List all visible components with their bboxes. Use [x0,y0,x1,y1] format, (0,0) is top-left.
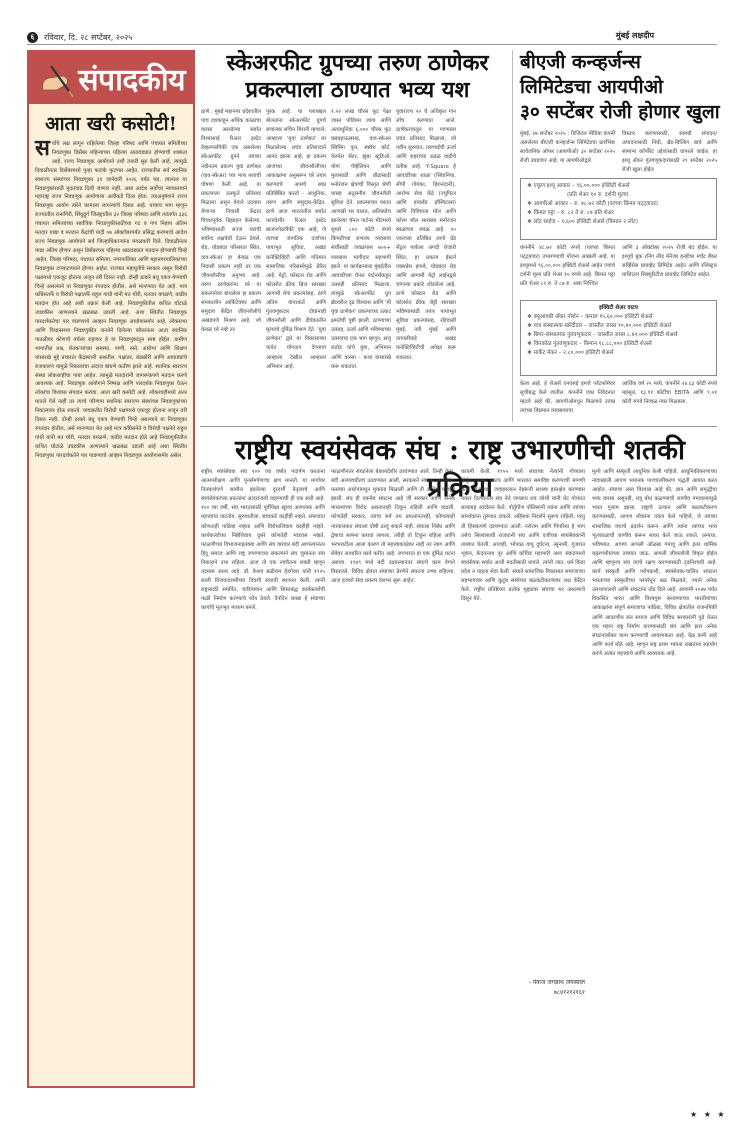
author-name: - पंकज जगन्नाथ जयस्वाल [528,979,585,986]
allocation-item: ❖ पात्र संस्थात्मक खरेदीदार – जास्तीत जास्त १०,४०,००० इक्विटी शेअर्स [527,323,672,329]
column-rule [512,50,513,422]
date-line: रविवार, दि. २८ सप्टेंबर, २०२५ [44,32,133,42]
article3-column: फाळणीनंतर संघटनेला बेकायदेशीर ठरवण्यात आले. तिन्ही वेळा, बंदी अल्पावधीतच उठवण्यात आली, सरकारने संघावर लावलेल्या फसव्या आरोपांमधून मुक्तता मिळाली आणि ती अधिक मजबूत झाली. संघ ही एकमेव संघटना आहे जी सरकार आणि अनेक माध्यमांच्या विरोध असतानाही टिकून राहिली आणि वाढली. कोणतेही सरकार, त्यांचा सर्व तम प्रयत्नांनंतरही, कोणत्याही न्यायालयात संघाला दोषी ठरवू शकले नाही. संघाला निर्बंध आणि द्वेषाचा सामना करावा लागला, तरीही तो टिकून राहिला आणि भरभराटीला आला कारण तो महत्त्वाकांक्षेवर नाही तर त्याग आणि सेवेवर आधारित कार्य करीत आहे. जगभरात हा एक दुर्मिळ घटना असावा. १९४९ मध्ये बंदी उठवल्यानंतर संघाचे काम वेगाने विस्तारले. विविध क्षेत्रात संघाच्या प्रेरणेने संघटना उभ्या राहिल्या. आज हजारो सेवा प्रकल्प देशभर सुरू आहेत. [331,469,455,585]
ipo-detail: ❖ लॉट साईज – १,६०० इक्विटी शेअर्स (किमान २ लॉट) [527,219,638,225]
equity-allocation-box [520,300,717,376]
ipo-detail: ❖ किंमत पट्टा – रु. ८२ ते रु. ८७ प्रति शेअर [527,210,615,216]
article1-column: पूरक आहे. या यशाबद्दल बोलताना स्केअरफीट ग्रुपचे संचालक सचिन मिरानी म्हणाले: आम्हाला 'युवा ठाणेकर' ला मिळालेल्या प्रचंड प्रतिसादाने आनंद झाला आहे. हा प्रकल्प आजच्या जीवनशैलीच्या आकांक्षांना अनुसरून घरे तयार करण्याचे आमचे स्वप्न प्रतिबिंबित करतो - आधुनिक, तरुण आणि समुदाय-केंद्रित. ठाणे आज भारतातील सर्वात फायदेशीर रिअल इस्टेट बाजारपेठांपैकी एक आहे, जे त्याच्या जागतिक दर्जाच्या पायाभूत सुविधा, अखंड कनेक्टिव्हिटी आणि गतिमान सामाजिक परिसंस्थेमुळे प्रेरित आहे. मेट्रो, कोस्टल रोड आणि कोलशेत क्रीक ब्रिज सारख्या आगामी मेगा प्रकल्पांसह, ठाणे अंतिम वापरकर्ते आणि गुंतवणूकदार दोघांनाही जीवनशैली आणि दीर्घकालीन मूल्याचे दुर्मिळ मिश्रण देते. 'युवा ठाणेकर' द्वारे या विकासाच्या कथेत योगदान देण्याचा आम्हाला देखील आम्हाला अभिमान आहे. [266,109,326,370]
equity-allocation-title: इक्विटी शेअर वाटप [599,305,638,311]
ipo-detail: ❖ एकूण इश्यू आकार – ९६,००,००० इक्विटी शेअर्स [527,183,630,189]
dropcap: स [35,136,50,161]
section-name: मुंबई लक्षदीप [615,31,654,40]
article2-column: केला आहे. हे शेअर्स एनएसई इमर्ज प्लॅटफॉर्मवर सूचीबद्ध केले जातील. कंपनीने एका निवेदनात म्हटले आहे की, आयपीओमधून मिळणारे उत्पन्न त्यांच्या विद्यमान व्यवसायाचा [520,381,615,415]
ipo-detail: (प्रति शेअर १० रु. दर्शनी मूल्य) [567,192,629,198]
page-header [27,30,347,44]
page-number: ६ [27,32,38,43]
article2-headline-line: ३० सप्टेंबर रोजी होणार खुला [520,101,720,123]
article2-column: विस्तार करण्यासाठी, सामग्री संपादन/उत्पादनासाठी निधी, ब्रँड-बिल्डिंग खर्च आणि सामान्य कॉर्पोरेट उद्देशांसाठी वापरले जाईल. हा इश्यू अँकर गुंतवणूकदारांसाठी २९ सप्टेंबर २०२५ रोजी खुला होईल [622,131,717,174]
header-rule [27,44,717,45]
article2-column: आर्थिक वर्ष २५ मध्ये, कंपनीने २४.६३ कोटी रुपये महसूल, १३.११ कोटींचा EBITA आणि ९.०१ कोटी रुपये निव्वळ नफा मिळवला. [622,381,717,406]
article1-headline: स्केअरफीट ग्रुपच्या तरुण ठाणेकर प्रकल्पाला ठाण्यात भव्य यश [226,50,489,103]
article2-headline [520,50,720,125]
editorial-text: र्वाचे लक्ष लागून राहिलेल्या जिल्हा परिषद आणि पंचायत समितीच्या निवडणुका डिसेंबर महिन्याच्या पहिल्या आठवड्यात होण्याची शक्यता आहे. राज्य निवडणूक आयोगाने तशी तयारी सुरु केली आहे. त्यामुळे दिवाळीनंतर डिसेंबरमध्ये पुन्हा फटाके फुटणार आहेत. राज्यातील सर्व स्थानिक स्वराज्य संस्थांच्या निवडणुका ३१ जानेवारी २०२६ पर्यंत घ्या, त्यानंतर या निवडणुकांसाठी मुदतवाढ दिली जाणार नाही, असा आदेश सर्वोच्च न्यायालयाने महाराष्ट्र राज्य निवडणूक आयोगाला अलीकडे दिला होता. त्याअनुषंगाने राज्य निवडणूक आयोग त्वरेने कामाला लागल्याचे दिसत आहे. याचाच भाग म्हणून राज्यातील रत्नागिरी, सिंधुदुर्ग जिल्ह्यातील ३२ जिल्हा परिषदा आणि त्यांतर्गत ३३६ पंचायत समित्यांच्या सार्वत्रिक निवडणुकीसाठीच्या गट व गण निहाय अंतिम मतदार याद्या व मतदान केंद्रांची यादी ०७ ऑक्टोबरपर्यंत प्रसिद्ध करण्याचे आदेश राज्य निवडणूक आयोगाने सर्व जिल्हाधिकाऱ्यांना मंगळवारी दिले. दिवाळीनंतर याद्या अंतिम होणार असून डिसेंबरच्या पहिल्या आठवड्यात मतदान होण्याची चिन्हे आहेत. जिल्हा परिषदा, पंचायत समित्या, नगरपालिका आणि महानगरपालिकांच्या निवडणुका टप्प्याटप्प्याने होणार आहेत. राज्यात महायुतीचे सरकार असून विरोधी पक्षांमध्ये एकजूट होताना अजून तरी दिसत नाही. दोन्ही ठाकरे बंधू एकत्र येण्याची चिन्हे असल्याने या निवडणुका रंगतदार होतील, असे मानण्यात येत आहे. मात्र काँग्रेसतर्फे व विरोधी पक्षातर्फे राहुल गांधी यांनी मत चोरी, मतदार वगळणे, वाढीव मतदान होत आहे अशी तक्रार केली आहे. निवडणुकीतील कथित घोटाळे उघडकीस आणल्याने खळबळ उडाली आहे. अशा स्थितीत निवडणूक पारदर्शकतेचा पार पाडण्याचे आव्हान निवडणूक आयोगासमोर आहे. लोकसभा आणि विधानसभा निवडणुकीत जनतेने दिलेल्या कौलानंतर आता स्थानिक पातळीवर कोणाचे वर्चस्व राहणार हे या निवडणुकांतून स्पष्ट होईल. ग्रामीण भागातील प्रश्न, शेतकऱ्यांच्या समस्या, पाणी, रस्ते, आरोग्य आणि शिक्षण यांसारखे मुद्दे प्रचारात केंद्रस्थानी असतील. पक्षांतर, बंडखोरी आणि आघाड्यांचे राजकारण यामुळे निकालाचा अंदाज बांधणे कठीण झाले आहे. स्थानिक स्वराज्य संस्था लोकशाहीचा पाया आहेत. त्यामुळे मतदारांनी जागरूकपणे मतदान करणे आवश्यक आहे. निवडणूक आयोगाने निष्पक्ष आणि पारदर्शक निवडणुका घेऊन लोकांचा विश्वास संपादन करावा. आता खरी कसोटी आहे. लोकशाहीमध्ये अंतर घातले गेले नाही तर त्याचे परिणाम स्थानिक स्वराज्य संस्थांच्या निवडणुकांच्या निकालावर होऊ शकतो. यावाबतीत विरोधी पक्षांमध्ये एकजूट होताना अजून तरी दिसत नाही. दोन्ही ठाकरे बंधू एकत्र येण्याची चिन्हे असल्याने या निवडणुका रंगतदार होतील, असे मानण्यात येत आहे मात्र काँग्रेसनेते व विरोधी पक्षनेते राहुल गांधी यांनी मत चोरी, मतदार वगळणे, वाढीव मतदान होते आहे निवडणुकीतील कथित घोटाळे उघडकीस आणल्याने खळबळ उडाली आहे अशा स्थितीत निवडणुका पारदर्शकतेने पार पाडण्याचे आव्हान निवडणूक आयोगासमोर असेल. [35,141,187,459]
allocation-item: ❖ किरकोळ गुंतवणूकदार – किमान १८,८८,००० इक्विटी शेअर्स [527,341,652,347]
allocation-item: ❖ बिगर-संस्थात्मक गुंतवणूकदार – जास्तीत जास्त ८,४२,००० इक्विटी शेअर्स [527,332,678,338]
allocation-item: ❖ मार्केट मेकर – २,८०,००० इक्विटी शेअर्स [527,350,614,356]
author-phone: ७८४१२१२१६१ [553,989,585,996]
article3-column: कायमी केली. १९५५ मध्ये संघाच्या नेत्यांनी गोव्याला पोर्तुगालपासून स्वतंत्र आणि भारतात समाविष्ट करण्याची मागणी केली. पंतप्रधान जवाहरलाल नेहरूंनी सशस्त्र हस्तक्षेप करण्यास नकार दिल्यानंतर संघ नेते जगन्नाथ राव जोशी यांनी थेट गोव्यात सत्याग्रह आंदोलन केले. पोर्तुगीज पोलिसांनी त्यांना आणि त्यांच्या समर्थकांना तुरुंगात टाकले. अहिंसक निदर्शने सुरूच राहिली, परंतु ती हिंसकपणे दडपण्यात आली. नरोत्तम आणि पिंपरिया हे भाग तसेच सिल्वासावी राजधानी संघ आणि एजीच्या स्वयंसेवकांनी ताब्यात घेतली. आजही, भोपाळ वायू दुर्घटना, त्सुनामी, गुजरात भूकंप, केदारनाथ पूर आणि कोविड महामारी अशा संकटांमध्ये स्वयंसेवक सर्वात आधी मदतीसाठी धावले. त्यांनी जात, धर्म किंवा प्रदेश न पाहता सेवा केली. संघाने सामाजिक विकासात समाजाच्या सहभागावर आणि कुटुंब संस्थेच्या बळकटीकरणावर लक्ष केंद्रित केले. राष्ट्रीय प्रतिष्ठेच्या प्रत्येक मुद्द्यावर संघाचा भर असल्याचे दिसून येते. [461,469,585,603]
article2-column: मुंबई, २७ सप्टेंबर २०२५ : डिजिटल मीडिया कंपनी असलेल्या बीएजी कन्व्हर्जन्स लिमिटेडचा प्रारंभिक सार्वजनिक ऑफर (आयपीओ) ३० सप्टेंबर २०२५ रोजी उघडणार आहे. या आयपीओद्वारे [520,131,615,165]
ipo-details-box [520,178,717,240]
editorial-body [29,136,193,461]
article3-column: मूल्ये आणि संस्कृती आधुनिक केली पाहिजे. आधुनिकीकरणाच्या नावाखाली आपण भयानक पाश्चात्त्यीकरण पद्धती आयात करत आहोत. संघाचा असा विश्वास आहे की, ज्ञान आणि समृद्धीचा भव्य वारसा असूनही, शत्रू बोध कळण्याची जाणीव गमावल्यामुळे भारत गुलाम झाला. राष्ट्राचे उत्थान आणि बळकटीकरण करण्यासाठी, आपण लोकांना एकत्र केले पाहिजे, जे त्यांच्या सामाजिक वंशाचे प्रदर्शन करून आणि त्यांना त्यांच्या भव्य भूतकाळाची जाणीव करून साध्य केले जाऊ शकते. अन्यथा, भविष्यात, आपण आपली ओळख गमावू आणि इतर धार्मिक कट्टरपंथीयांच्या ताब्यात जाऊ. आपली जीवनशैली विकृत होईल आणि म्हणूनच संघ त्याचे रक्षण करण्यासाठी दृढनिश्चयी आहे. कार्य संस्कृती आणि परोपकारी, स्वयंसेवक-चालित संघटना भारताच्या संस्कृतीच्या परंपरेतून बळ मिळवते, ज्याने अनेक उलथापालथी आणि संकटांना तोंड दिले आहे. आगामी २०४७ पर्यंत विकसित भारत आणि विश्वगुरू बनवण्याच्या भारतीयांच्या आकांक्षांना संपूर्ण समाजाचा पाठिंबा, विविध क्षेत्रातील राजनयिकी आणि आदरणीय संत समाज आणि विविध सरकारांनी पुढे येऊन एक महान राष्ट्र निर्माण करण्यासाठी संघ आणि इतर अनेक संघटनांसोबत काम करण्याची आवश्यकता आहे. वेळ कमी आहे आणि कार्य मोठे आहे, म्हणून राष्ट्र प्रथम भावना राखताना सहयोग करणे अत्यंत महत्त्वाचे आणि आवश्यक आहे. [592,469,717,657]
article1-column: ठाणे : मुंबई महानगर प्रदेशातील पाच दशकांहून अधिक काळाचा वारसा असलेल्या सर्वात विश्वासार्ह रिअल इस्टेट डेव्हलपर्सपैकी एक असलेल्या स्केअरफीट ग्रुपने त्यांच्या नवीनतम प्रकल्प युवा ठाणेकर (वाव-स्केअर) च्या भव्य यशाची घोषणा केली आहे. या प्रकल्पाला उत्स्फूर्त प्रतिसाद मिळाला असून वेगाने उदयास येणाऱ्या निवासी केंद्रात विचारपूर्वक डिझाइन केलेल्या, भविष्यासाठी सज्ज घरांची सर्वांना लक्षवेधी देऊन ठेवले. रोड, घोडबंदर परिसरात स्थित, वाव-स्केअर हा केवळ एक निवासी प्रकल्प नाही तर एक जीवनशैलीचा अनुभव आहे. तरुण ठाणेकरांना घरे या संकल्पनेवर बांधलेला हा प्रकल्प समकालीन आर्किटेक्चर आणि समुदाय केंद्रित जीवनशैलीचे अखंडपणे मिश्रण आहे. जो केवळ घरे नव्हे तर [201,109,261,334]
editorial-banner-title: संपादकीय [78,62,185,98]
article1-column: १.२२ लाख चौरस फूट पेक्षा जास्त पोडियम जागा आणि अत्याधुनिक ६,००० चौरस फूट क्लबहाऊससह, वाव-स्केअर स्विमिंग पूल, स्क्वॅश कोर्ट, वेलनेस सेंटर, झुंबा स्टुडिओ, योगा पॅव्हेलियन आणि मुलांसाठी आणि प्रौढांसाठी मनोरंजन क्षेत्रांची विस्तृत श्रेणी यासह अतुलनीय जीवनशैली सुविधा देते. प्रकल्पाच्या यशात आणखी भर घालत, अलिकडेच झालेल्या चॅनल पार्टनर मीटमध्ये सुमारे ८०० कोटी रुपये किंमतीच्या संभाव्य व्यवसाय संधींसाठी जवळपास ७००+ व्यवसाय भागीदार सहभागी झाले. या कार्यक्रमाला मुंबईतील आघाडीच्या चॅनल पार्टनर्सकडून उत्साही प्रतिसाद मिळाला, त्यामुळे स्केअरफीट ग्रुप ब्रँडवरील दृढ विश्वास आणि 'मी युवा ठाणेकर' प्रकल्पाच्या उत्कट क्षमतेची पुष्टी झाली. ठाण्याच्या उत्साह, ऊर्जा आणि भविष्याच्या उत्सवाचा एक भाग म्हणून, संजू राठोड यांचे युवा, अभिमान आणि वारसा - कथा यासारखे करू शकतात. [331,109,391,370]
allocation-item: ❖ क्यूआयबी अँकर पोर्शन – कमाल १५,६०,००० इक्विटी शेअर्स [527,314,653,320]
article2-column: आणि ३ ऑक्टोबर २०२५ रोजी बंद होईल. या इश्यूचे बुक रनिंग लीड मॅनेजर इन्व्हेंचर मर्चंट बँकर सर्व्हिसेस प्रायव्हेट लिमिटेड आहेत आणि रजिस्ट्रार माशिटला सिक्युरिटीज प्रायव्हेट लिमिटेड आहेत. [622,245,717,279]
article1-column: युवाराज्य २० चे अधिकृत गान लाँच करण्यात आले. ठाणेकरांकडून या गाण्याला प्रचंड प्रतिसाद मिळाला, जो नवीन सुरुवात, तरुणाईची ऊर्जा आणि शहराच्या अढळ वाढीचे प्रतीक आहे. Y-Square हे आघाडीच्या शाळा (सिंघानिया, सीपी गोयंका, हिरानंदानी), आरोग्य सेवा केंद्रे (ज्युपिटर आणि हायलँड हॉस्पिटल्स) आणि विवियाना मॉल आणि कोरम मॉल सारख्या मनोरंजन स्थळांच्या जवळ आहे. २० एकरच्या प्रतिष्ठित लागो ग्रँड सेंट्रल पार्कला अगदी शेजारी स्थित, हा प्रकल्प ईस्टर्न एक्सप्रेस हायवे, घोडबंदर रोड आणि आगामी मेट्रो लाईनद्वारे चांगल्या प्रकारे जोडलेला आहे. ठाणे कोस्टल रोड आणि कोलशेत क्रीक जेट्टी सारख्या भविष्यासाठी तयार पायाभूत सुविधा प्रकल्पांसह, रहिवासी मुंबई, नवी मुंबई आणि त्यापलीकडे अखंड कनेक्टिव्हिटीची अपेक्षा करू शकतात. [396,109,456,361]
pen-hand-icon [37,60,77,98]
section-rule [200,426,717,427]
article3-column: राष्ट्रीय स्वयंसेवक संघ १०० व्या वर्षात पदार्पण करताना आत्मपरीक्षण आणि पुनर्समर्पणाचा क्षण मानतो. या मार्गावर निःस्वार्थपणे सामील झालेल्या दूरदर्शी नेतृत्वाचे आणि स्वयंसेवकांच्या प्रयत्नांना आदरांजली वाहण्याची ही एक संधी आहे. १०० व्या वर्षी, संघ भारतासाठी पूर्वीपेक्षा खूपच आवश्यक आणि महत्त्वाचा वाटतोय. सुरुवातीला, संघाकडे काहीही नव्हते. समाजात कोणताही पाठिंबा नव्हता आणि विरोधाशिवाय काहीही नव्हते. कार्यकर्त्यांच्या निष्ठेशिवाय दुसरे कोणतेही भांडवल नव्हते. फाळणीच्या विभाजनाइतक्या आणि संघ वारंवार बंदी आणल्यानंतर हिंदू समाज आणि राष्ट्र जपण्याच्या संकल्पाने संघ जुमानता संघ निकाराने उभा राहिला. आज तो एक नवचैतन्य शक्ती म्हणून उदयास आला आहे. डॉ. केशव बळीराम हेडगेवार यांनी १९२५ साली विजयादशमीच्या दिवशी संघाची स्थापना केली. त्यांनी राष्ट्रासाठी समर्पित, चारित्र्यवान आणि शिस्तबद्ध कार्यकर्त्यांची फळी निर्माण करण्याचे ध्येय ठेवले. दैनंदिन शाखा हे संघाच्या कार्याचे मूलभूत माध्यम बनले. [201,469,325,612]
editorial-banner [29,52,193,104]
article2-column: कंपनीने ४८.७२ कोटी रुपये (वरच्या किंमत पट्ट्यावर) उभारण्याची योजना आखली आहे. या इश्यूमध्ये ९६,००,००० इक्विटी शेअर्स आहेत ज्यांचे दर्शनी मूल्य प्रति शेअर १० रुपये आहे. किंमत पट्टा प्रति शेअर ८२ रु. ते ८७ रु. असा निश्चित [520,245,615,288]
article3-headline: राष्ट्रीय स्वयंसेवक संघ : राष्ट्र उभारणीची शतकी प्रक्रिया [235,435,685,503]
ipo-detail: ❖ आयपीओ आकार – रु. ४८.७२ कोटी (वरच्या किंमत पट्ट्यावर) [527,201,659,207]
article2-headline-line: बीएजी कन्व्हर्जन्स [520,51,641,73]
editorial-headline: आता खरी कसोटी! [45,113,177,135]
editorial-box [27,50,195,1088]
end-mark: ★ ★ ★ [690,1110,727,1119]
article2-headline-line: लिमिटेडचा आयपीओ [520,76,664,98]
